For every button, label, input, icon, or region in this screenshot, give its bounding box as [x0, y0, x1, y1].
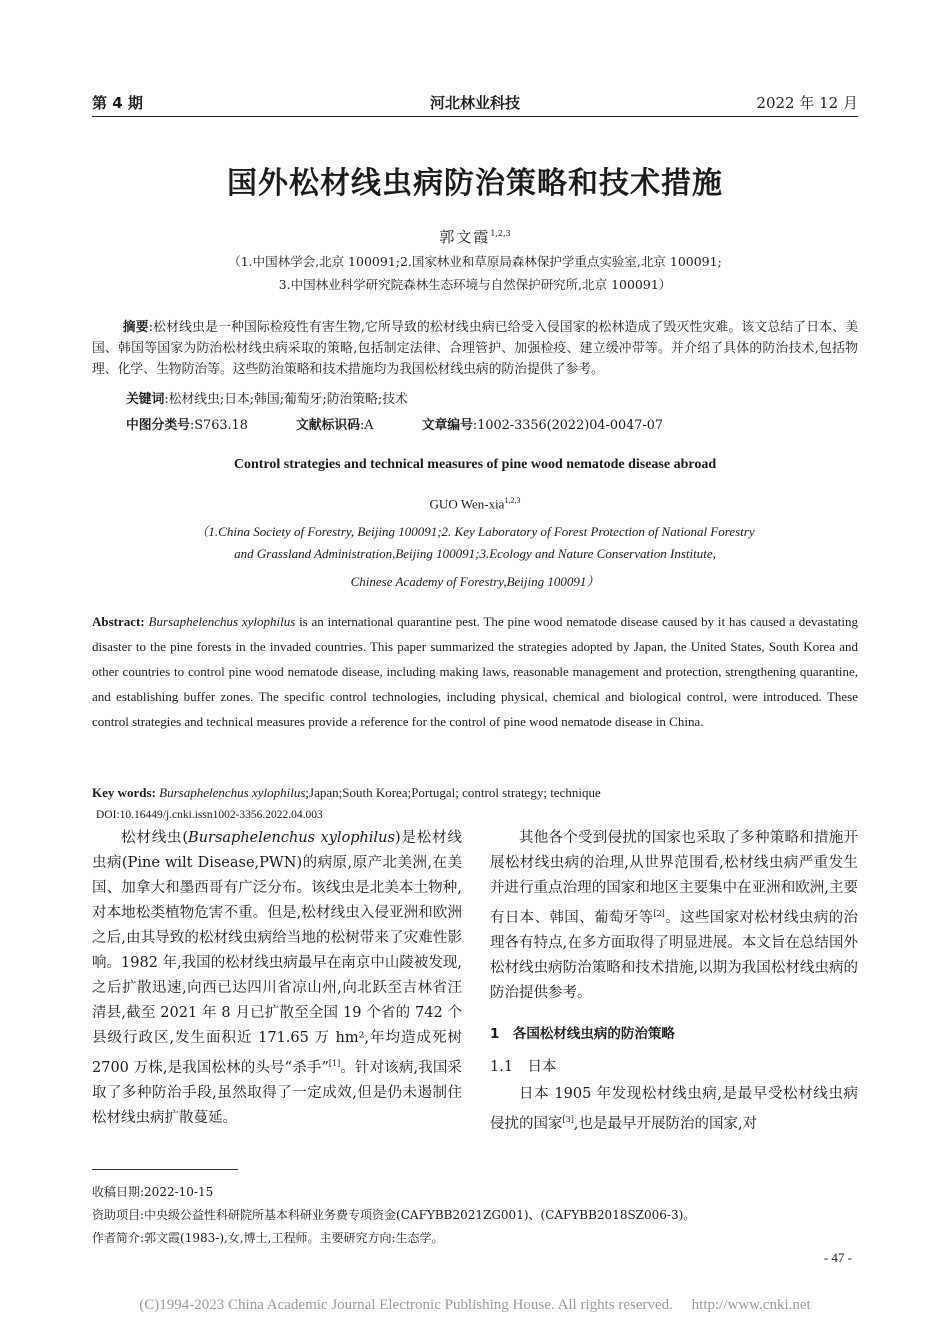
left-ref: [1]: [328, 1059, 341, 1068]
author-name: 郭文霞: [439, 228, 491, 246]
right-text-b: 。这些国家对松材线虫病的治理各有特点,在多方面取得了明显进展。本文旨在总结国外松材线虫病防治策略和技术措施,以期为我国松材线虫病的防治提供参考。: [490, 909, 859, 1001]
keywords-cn-label: 关键词: [126, 392, 165, 407]
abstract-cn-label: 摘要: [122, 320, 149, 335]
article-number-label: 文章编号: [421, 418, 473, 433]
english-abstract-label: Abstract:: [92, 614, 145, 629]
english-affiliation-line-3: Chinese Academy of Forestry,Beijing 100091）: [350, 574, 600, 589]
received-date: 收稿日期:2022-10-15: [92, 1185, 214, 1199]
english-keywords-species: Bursaphelenchus xylophilus: [159, 785, 306, 800]
section-1-heading: 1 各国松材线虫病的防治策略: [490, 1025, 675, 1042]
right-paragraph-1: [490, 826, 858, 1006]
english-author: [0, 496, 950, 512]
page-number: - 47 -: [823, 1250, 852, 1265]
header-rule: [92, 116, 858, 117]
doc-code-value: :A: [359, 418, 374, 433]
issue-date: 2022 年 12 月: [756, 94, 858, 112]
english-abstract: [92, 609, 858, 734]
left-text-a: 松材线虫(: [121, 830, 189, 846]
keywords-cn: [126, 389, 856, 410]
funding: 资助项目:中央级公益性科研院所基本科研业务费专项资金(CAFYBB2021ZG001)、(CAFYBB2018SZ006-3)。: [92, 1208, 696, 1222]
left-text-b: )是松材线虫病(Pine wilt Disease,PWN)的病原,原产北美洲,在美国、加拿大和墨西哥有广泛分布。该线虫是北美本土物种,对本地松类植物危害不重。但是,松材线虫入侵亚洲和欧洲之后,由其导致的松材线虫病给当地的松树带来了灾难性影响。1982 年,我国的松材线虫病最早在南京中山陵被发现,之后扩散迅速,向西已达四川省凉山州,向北跃至吉林省汪清县,截至 2021 年 8 月已扩散至全国 19 个省的 742 个县级行政区,发生面积近 171.65 万 hm²,年均造成死树 2700 万株,是我国松林的头号“杀手”: [92, 830, 462, 1076]
english-author-name: GUO Wen-xia: [429, 496, 505, 512]
doc-code-label: 文献标识码: [296, 418, 360, 433]
article-number-value: :1002-3356(2022)04-0047-07: [472, 418, 663, 433]
affiliation-line-2: 3.中国林业科学研究院森林生态环境与自然保护研究所,北京 100091）: [278, 277, 672, 292]
left-text-c: 。针对该病,我国采取了多种防治手段,虽然取得了一定成效,但是仍未遏制住松材线虫病扩散蔓延。: [92, 1059, 463, 1126]
copyright-watermark: (C)1994-2023 China Academic Journal Electronic Publishing House. All rights reserved. http://www.cnki.net: [139, 1297, 811, 1313]
english-keywords: [92, 785, 858, 801]
english-title: Control strategies and technical measures of pine wood nematode disease abroad: [233, 457, 717, 472]
body-right-column: [490, 826, 858, 1137]
english-affiliation-line-2: and Grassland Administration,Beijing 100091;3.Ecology and Nature Conservation Institute,: [234, 546, 716, 561]
clc-label: 中图分类号: [126, 418, 190, 433]
english-author-sup: 1,2,3: [504, 496, 521, 505]
classification-line: [126, 415, 856, 436]
english-affiliation-line-1: （1.China Society of Forestry, Beijing 100091;2. Key Laboratory of Forest Protection of National Forestry: [195, 524, 755, 539]
english-abstract-species: Bursaphelenchus xylophilus: [148, 614, 296, 629]
abstract-cn: [92, 317, 858, 380]
english-keywords-label: Key words:: [92, 785, 156, 800]
affiliation-line-1: （1.中国林学会,北京 100091;2.国家林业和草原局森林保护学重点实验室,北京 100091;: [228, 254, 722, 269]
right-text-d: ,也是最早开展防治的国家,对: [573, 1115, 758, 1132]
english-keywords-text: ;Japan;South Korea;Portugal; control strategy; technique: [305, 785, 601, 800]
english-abstract-text: is an international quarantine pest. The pine wood nematode disease caused by it has caused a devastating disaster to the pine forests in the invaded countries. This paper summarized the strategies adopted by Japan, the United States, South Korea and other countries to control pine wood nematode disease, including making laws, reasonable management and protection, strengthening quarantine, and establishing buffer zones. The specific control technologies, including physical, chemical and biological control, were introduced. These control strategies and technical measures provide a reference for the control of pine wood nematode disease in China.: [92, 614, 858, 729]
author-bio: 作者简介:郭文霞(1983-),女,博士,工程师。主要研究方向:生态学。: [92, 1231, 444, 1245]
issue-number: 第 4 期: [92, 94, 143, 112]
author-sup: 1,2,3: [490, 229, 511, 238]
right-ref-1: [2]: [653, 909, 665, 918]
abstract-cn-text: :松材线虫是一种国际检疫性有害生物,它所导致的松材线虫病已给受入侵国家的松林造成了毁灭性灾难。该文总结了日本、美国、韩国等国家为防治松材线虫病采取的策略,包括制定法律、合理管护、加强检疫、建立缓冲带等。并介绍了具体的防治技术,包括物理、化学、生物防治等。这些防治策略和技术措施均为我国松材线虫病的防治提供了参考。: [92, 320, 859, 377]
clc-value: :S763.18: [189, 418, 248, 433]
article-title: 国外松材线虫病防治策略和技术措施: [227, 166, 723, 201]
right-text-a: 其他各个受到侵扰的国家也采取了多种策略和措施开展松材线虫病的治理,从世界范围看,松材线虫病严重发生并进行重点治理的国家和地区主要集中在亚洲和欧洲,主要有日本、韩国、葡萄牙等: [490, 830, 858, 926]
body-left-column: [92, 826, 462, 1131]
left-paragraph: [92, 826, 462, 1131]
author-line: [0, 226, 950, 247]
right-ref-3: [3]: [562, 1114, 574, 1124]
right-text-c: 日本 1905 年发现松材线虫病,是最早受松材线虫病侵扰的国家: [490, 1085, 858, 1132]
journal-name: 河北林业科技: [429, 94, 520, 112]
footnote-rule: [92, 1169, 238, 1170]
keywords-cn-text: :松材线虫;日本;韩国;葡萄牙;防治策略;技术: [164, 392, 408, 407]
right-paragraph-2: [490, 1082, 858, 1137]
left-species: Bursaphelenchus xylophilus: [188, 830, 395, 846]
section-1-1-heading: 1.1 日本: [490, 1058, 557, 1075]
doi: DOI:10.16449/j.cnki.issn1002-3356.2022.04.003: [96, 809, 323, 821]
